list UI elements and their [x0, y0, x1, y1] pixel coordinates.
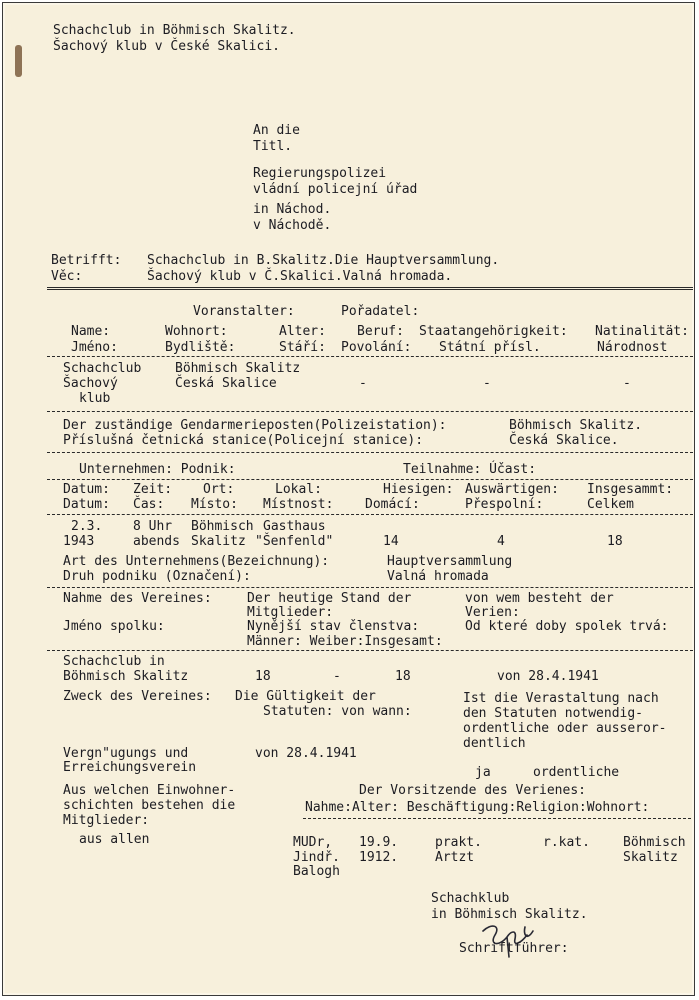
divider	[47, 287, 693, 290]
organizer-name: Schachclub	[63, 361, 142, 376]
event-place: Skalitz	[191, 534, 246, 549]
local-count: 14	[383, 534, 399, 549]
col-header: Name:	[71, 324, 111, 339]
chairman-name: MUDr,	[293, 835, 333, 850]
sender-line-de: Schachclub in Böhmisch Skalitz.	[53, 23, 296, 38]
members-header: Nynější stav členstva:	[247, 619, 420, 634]
col-header: Zeit:	[133, 482, 173, 497]
signer-label: Schriftführer:	[459, 941, 569, 956]
members-header: Der heutige Stand der	[247, 591, 412, 606]
outside-count: 4	[497, 534, 505, 549]
divider	[47, 650, 693, 651]
club-label-de: Nahme des Vereines:	[63, 591, 212, 606]
chairman-name: Jindř.	[293, 850, 340, 865]
gendarmerie-label-de: Der zuständige Gendarmerieposten(Polizeistation):	[63, 418, 447, 433]
col-header: Wohnort:	[165, 324, 228, 339]
closing-club: in Böhmisch Skalitz.	[431, 907, 588, 922]
chairman-home: Skalitz	[623, 850, 678, 865]
ordinary-question: ordentliche oder ausseror-	[463, 721, 667, 736]
address-line: v Náchodě.	[253, 218, 332, 233]
col-header: Celkem	[587, 497, 634, 512]
purpose-value: Vergn"ugungs und	[63, 746, 189, 761]
club-name: Böhmisch Skalitz	[63, 669, 189, 684]
col-header: Domácí:	[365, 497, 420, 512]
gendarmerie-label-cz: Příslušná četnická stanice(Policejní stanice):	[63, 433, 424, 448]
address-line: in Náchod.	[253, 202, 332, 217]
col-header: Bydliště:	[165, 340, 236, 355]
members-header: Mitglieder:	[247, 605, 334, 620]
event-time: abends	[133, 534, 180, 549]
divider	[47, 411, 693, 412]
event-place: Böhmisch	[191, 519, 254, 534]
women-count: -	[333, 669, 341, 684]
type-value-de: Hauptversammlung	[387, 554, 513, 569]
participation-heading: Teilnahme: Účast:	[403, 462, 537, 477]
residents-label: schichten bestehen die	[63, 798, 236, 813]
col-header: Auswärtigen:	[465, 482, 559, 497]
organizer-heading-cz: Pořadatel:	[341, 304, 420, 319]
type-value-cz: Valná hromada	[387, 569, 489, 584]
col-header: Místnost:	[263, 497, 334, 512]
subject-label-de: Betrifft:	[51, 253, 122, 268]
col-header: Místo:	[191, 497, 238, 512]
organizer-name: Šachový	[63, 376, 118, 391]
sender-line-cz: Šachový klub v České Skalici.	[53, 39, 280, 54]
gendarmerie-value-cz: Česká Skalice.	[509, 433, 619, 448]
col-header: Národnost	[597, 340, 668, 355]
col-header: Čas:	[133, 497, 165, 512]
club-label-cz: Jméno spolku:	[63, 619, 165, 634]
ordinary-question: dentlich	[463, 736, 526, 751]
residents-value: aus allen	[79, 832, 150, 847]
chairman-birth: 19.9.	[359, 835, 399, 850]
organizer-dash: -	[623, 376, 631, 391]
chairman-heading: Der Vorsitzende des Verienes:	[359, 783, 586, 798]
col-header: Datum:	[63, 482, 110, 497]
since-header: Od které doby spolek trvá:	[465, 619, 669, 634]
event-date: 2.3.	[71, 519, 103, 534]
gendarmerie-value-de: Böhmisch Skalitz.	[509, 418, 643, 433]
subject-text-de: Schachclub in B.Skalitz.Die Hauptversammlung.	[147, 253, 500, 268]
organizer-dash: -	[483, 376, 491, 391]
purpose-label: Zweck des Vereines:	[63, 689, 212, 704]
divider	[47, 452, 693, 453]
chairman-name: Balogh	[293, 864, 340, 879]
col-header: Alter:	[279, 324, 326, 339]
col-header: Beruf:	[357, 324, 404, 339]
validity-header: Statuten: von wann:	[263, 704, 412, 719]
validity-header: Die Gültigkeit der	[235, 689, 376, 704]
col-header: Natinalität:	[595, 324, 689, 339]
since-header: Verien:	[465, 605, 520, 620]
col-header: Lokal:	[275, 482, 322, 497]
event-venue: "Šenfenld"	[255, 534, 334, 549]
divider	[47, 587, 693, 588]
col-header: Ort:	[203, 482, 235, 497]
closing-club: Schachklub	[431, 891, 510, 906]
type-label-de: Art des Unternehmens(Bezeichnung):	[63, 554, 330, 569]
club-name: Schachclub in	[63, 654, 165, 669]
validity-value: von 28.4.1941	[255, 746, 357, 761]
purpose-value: Erreichungsverein	[63, 760, 197, 775]
chairman-job: prakt.	[435, 835, 482, 850]
ordinary-question: den Statuten notwendig-	[463, 706, 644, 721]
club-since: von 28.4.1941	[497, 669, 599, 684]
chairman-home: Böhmisch	[623, 835, 686, 850]
chairman-columns: Nahme:Alter: Beschäftigung:Religion:Wohnort:	[305, 800, 650, 815]
col-header: Staatangehörigkeit:	[419, 324, 568, 339]
event-venue: Gasthaus	[263, 519, 326, 534]
chairman-birth: 1912.	[359, 850, 399, 865]
organizer-place: Česká Skalice	[175, 376, 277, 391]
col-header: Insgesammt:	[587, 482, 674, 497]
address-line: Regierungspolizei	[253, 166, 387, 181]
address-line: Titl.	[253, 139, 293, 154]
divider	[47, 479, 693, 480]
col-header: Hiesigen:	[383, 482, 454, 497]
organizer-place: Böhmisch Skalitz	[175, 361, 301, 376]
residents-label: Mitglieder:	[63, 813, 150, 828]
chairman-job: Artzt	[435, 850, 475, 865]
answer-yes: ja	[475, 765, 491, 780]
divider	[303, 818, 691, 819]
type-label-cz: Druh podniku (Označení):	[63, 569, 251, 584]
divider	[47, 356, 693, 357]
members-header: Männer: Weiber:Insgesamt:	[247, 634, 443, 649]
subject-label-cz: Věc:	[51, 269, 83, 284]
members-total: 18	[395, 669, 411, 684]
col-header: Státní přísl.	[439, 340, 541, 355]
address-line: An die	[253, 123, 300, 138]
divider	[47, 514, 693, 515]
organizer-name: klub	[79, 391, 111, 406]
ordinary-question: Ist die Verastaltung nach	[463, 691, 659, 706]
event-heading: Unternehmen: Podnik:	[79, 462, 236, 477]
men-count: 18	[255, 669, 271, 684]
event-time: 8 Uhr	[133, 519, 173, 534]
residents-label: Aus welchen Einwohner-	[63, 783, 236, 798]
since-header: von wem besteht der	[465, 591, 614, 606]
document-page	[2, 2, 695, 996]
event-date: 1943	[63, 534, 95, 549]
binder-hole-mark	[15, 45, 22, 77]
total-count: 18	[607, 534, 623, 549]
answer-kind: ordentliche	[533, 765, 620, 780]
address-line: vládní policejní úřad	[253, 182, 418, 197]
organizer-dash: -	[359, 376, 367, 391]
col-header: Přespolní:	[465, 497, 544, 512]
col-header: Datum:	[63, 497, 110, 512]
subject-text-cz: Šachový klub v Č.Skalici.Valná hromada.	[147, 269, 453, 284]
organizer-heading-de: Voranstalter:	[193, 304, 295, 319]
chairman-religion: r.kat.	[543, 835, 590, 850]
col-header: Jméno:	[71, 340, 118, 355]
col-header: Povolání:	[341, 340, 412, 355]
col-header: Stáří:	[279, 340, 326, 355]
